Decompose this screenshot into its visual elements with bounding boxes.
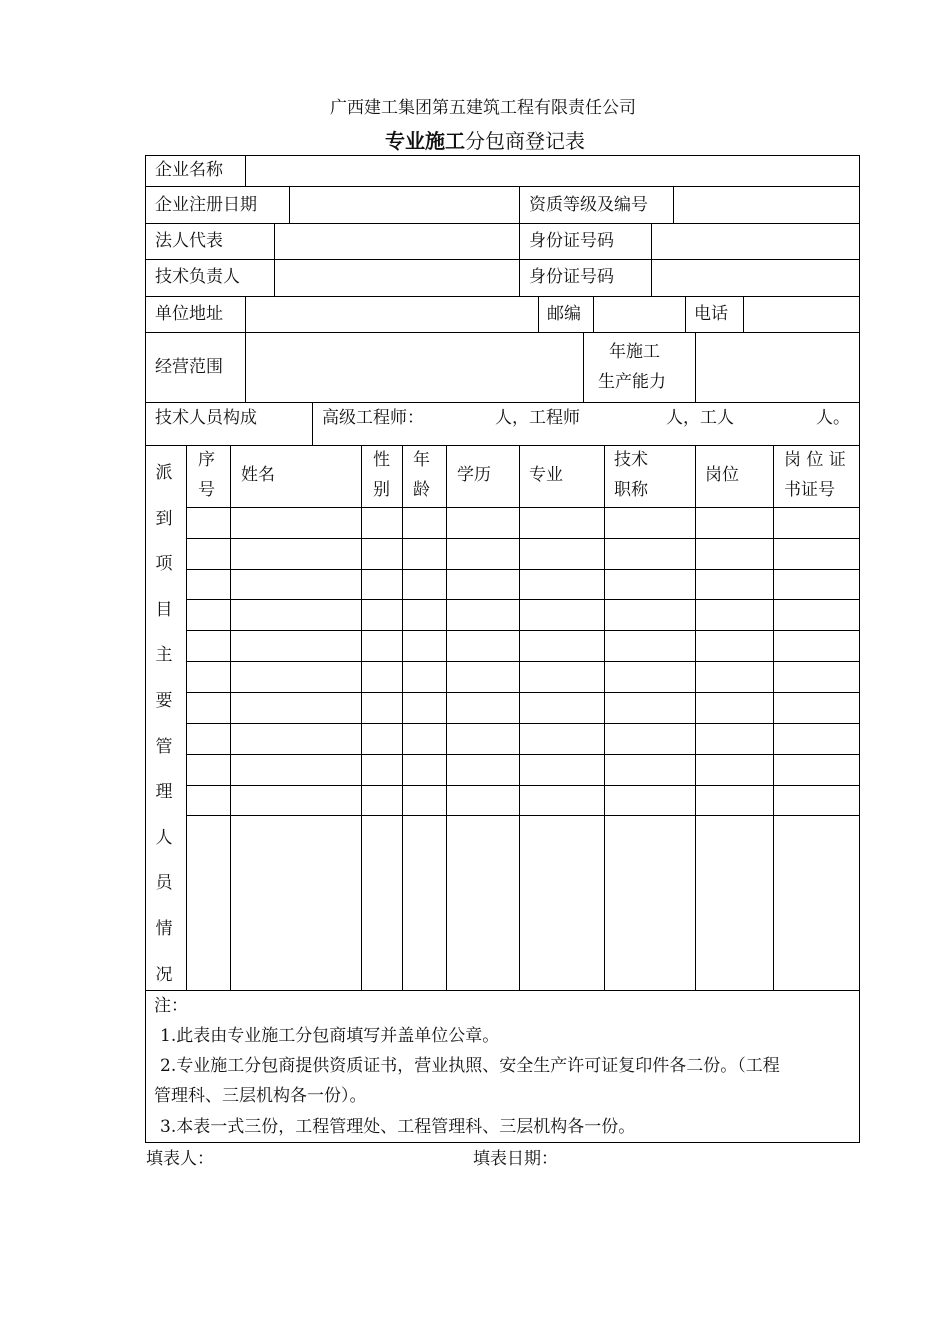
engineer-label: 人，工程师	[495, 408, 580, 428]
assigned-staff-side-label	[154, 451, 174, 998]
side-char: 派	[155, 463, 173, 483]
side-char: 主	[155, 645, 173, 666]
table-row	[186, 692, 860, 693]
header-title-2: 职称	[614, 480, 648, 500]
side-char: 到	[155, 508, 173, 529]
header-major: 专业	[529, 465, 563, 485]
table-row	[186, 754, 860, 755]
row-line	[145, 332, 860, 333]
org-name: 广西建工集团第五建筑工程有限责任公司	[330, 98, 636, 118]
header-gender-1: 性	[373, 450, 390, 470]
capacity-label-2: 生产能力	[598, 372, 666, 392]
row-line	[145, 296, 860, 297]
col-line	[685, 296, 686, 332]
side-char: 理	[155, 782, 173, 803]
tech-lead-label: 技术负责人	[155, 267, 240, 287]
col-line	[695, 332, 696, 402]
col-line	[289, 186, 290, 223]
id-number-label: 身份证号码	[529, 231, 614, 251]
header-seq-1: 序	[198, 450, 215, 470]
table-row	[186, 507, 860, 508]
col-line	[245, 296, 246, 402]
person-unit-label: 人。	[816, 408, 850, 428]
side-char: 人	[155, 827, 173, 848]
col-line	[538, 296, 539, 332]
filler-label: 填表人：	[146, 1149, 214, 1169]
col-line	[673, 186, 674, 223]
row-line	[145, 259, 860, 260]
col-line	[519, 445, 520, 990]
form-frame	[145, 155, 860, 1143]
table-row	[186, 599, 860, 600]
col-line	[186, 445, 187, 990]
col-line	[519, 223, 520, 296]
col-line	[604, 445, 605, 990]
page-title	[385, 131, 585, 151]
row-line	[145, 445, 860, 446]
header-cert-1: 岗 位 证	[784, 450, 846, 470]
row-line	[145, 223, 860, 224]
header-seq-2: 号	[198, 480, 215, 500]
col-line	[773, 445, 774, 990]
header-post: 岗位	[705, 465, 739, 485]
side-char: 况	[155, 964, 173, 985]
legal-rep-label: 法人代表	[155, 231, 223, 251]
company-name-label: 企业名称	[155, 160, 223, 180]
side-char: 管	[155, 736, 173, 757]
side-char: 目	[155, 599, 173, 620]
header-education: 学历	[457, 465, 491, 485]
notes-label: 注：	[154, 996, 188, 1016]
reg-date-label: 企业注册日期	[155, 195, 257, 215]
address-label: 单位地址	[155, 304, 223, 324]
header-cert-2: 书证号	[784, 480, 835, 500]
capacity-label-1: 年施工	[609, 342, 660, 362]
col-line	[312, 402, 313, 445]
worker-label: 人，工人	[666, 408, 734, 428]
id-number-label-2: 身份证号码	[529, 267, 614, 287]
page-title-rest: 分包商登记表	[465, 129, 585, 153]
header-name: 姓名	[241, 465, 275, 485]
senior-engineer-label: 高级工程师：	[322, 408, 424, 428]
row-line	[145, 402, 860, 403]
phone-label: 电话	[694, 304, 728, 324]
table-row	[186, 569, 860, 570]
header-age-1: 年	[413, 450, 430, 470]
col-line	[361, 445, 362, 990]
col-line	[446, 445, 447, 990]
side-char: 员	[155, 873, 173, 894]
row-line	[145, 990, 860, 991]
business-scope-label: 经营范围	[155, 357, 223, 377]
col-line	[593, 296, 594, 332]
table-row	[186, 538, 860, 539]
postcode-label: 邮编	[547, 304, 581, 324]
col-line	[402, 445, 403, 990]
header-title-1: 技术	[614, 450, 648, 470]
note-2-line-1: 2.专业施工分包商提供资质证书，营业执照、安全生产许可证复印件各二份。（工程	[160, 1056, 780, 1076]
col-line	[274, 223, 275, 296]
note-3: 3.本表一式三份，工程管理处、工程管理科、三层机构各一份。	[160, 1117, 636, 1137]
qualification-label: 资质等级及编号	[529, 195, 648, 215]
note-1: 1.此表由专业施工分包商填写并盖单位公章。	[160, 1026, 500, 1046]
note-2-line-2: 管理科、三层机构各一份）。	[154, 1086, 367, 1106]
col-line	[519, 186, 520, 223]
table-row	[186, 723, 860, 724]
side-char: 情	[155, 918, 173, 939]
side-char: 要	[155, 690, 173, 711]
page-title-bold: 专业施工	[385, 129, 465, 153]
col-line	[743, 296, 744, 332]
header-age-2: 龄	[413, 480, 430, 500]
table-row	[186, 785, 860, 786]
table-row	[186, 661, 860, 662]
col-line	[695, 445, 696, 990]
col-line	[245, 155, 246, 186]
col-line	[651, 223, 652, 296]
fill-date-label: 填表日期：	[473, 1149, 558, 1169]
col-line	[583, 332, 584, 402]
staff-composition-label: 技术人员构成	[155, 408, 257, 428]
row-line	[145, 186, 860, 187]
table-row	[186, 630, 860, 631]
table-row	[186, 815, 860, 816]
header-gender-2: 别	[373, 480, 390, 500]
side-char: 项	[155, 554, 173, 575]
col-line	[230, 445, 231, 990]
